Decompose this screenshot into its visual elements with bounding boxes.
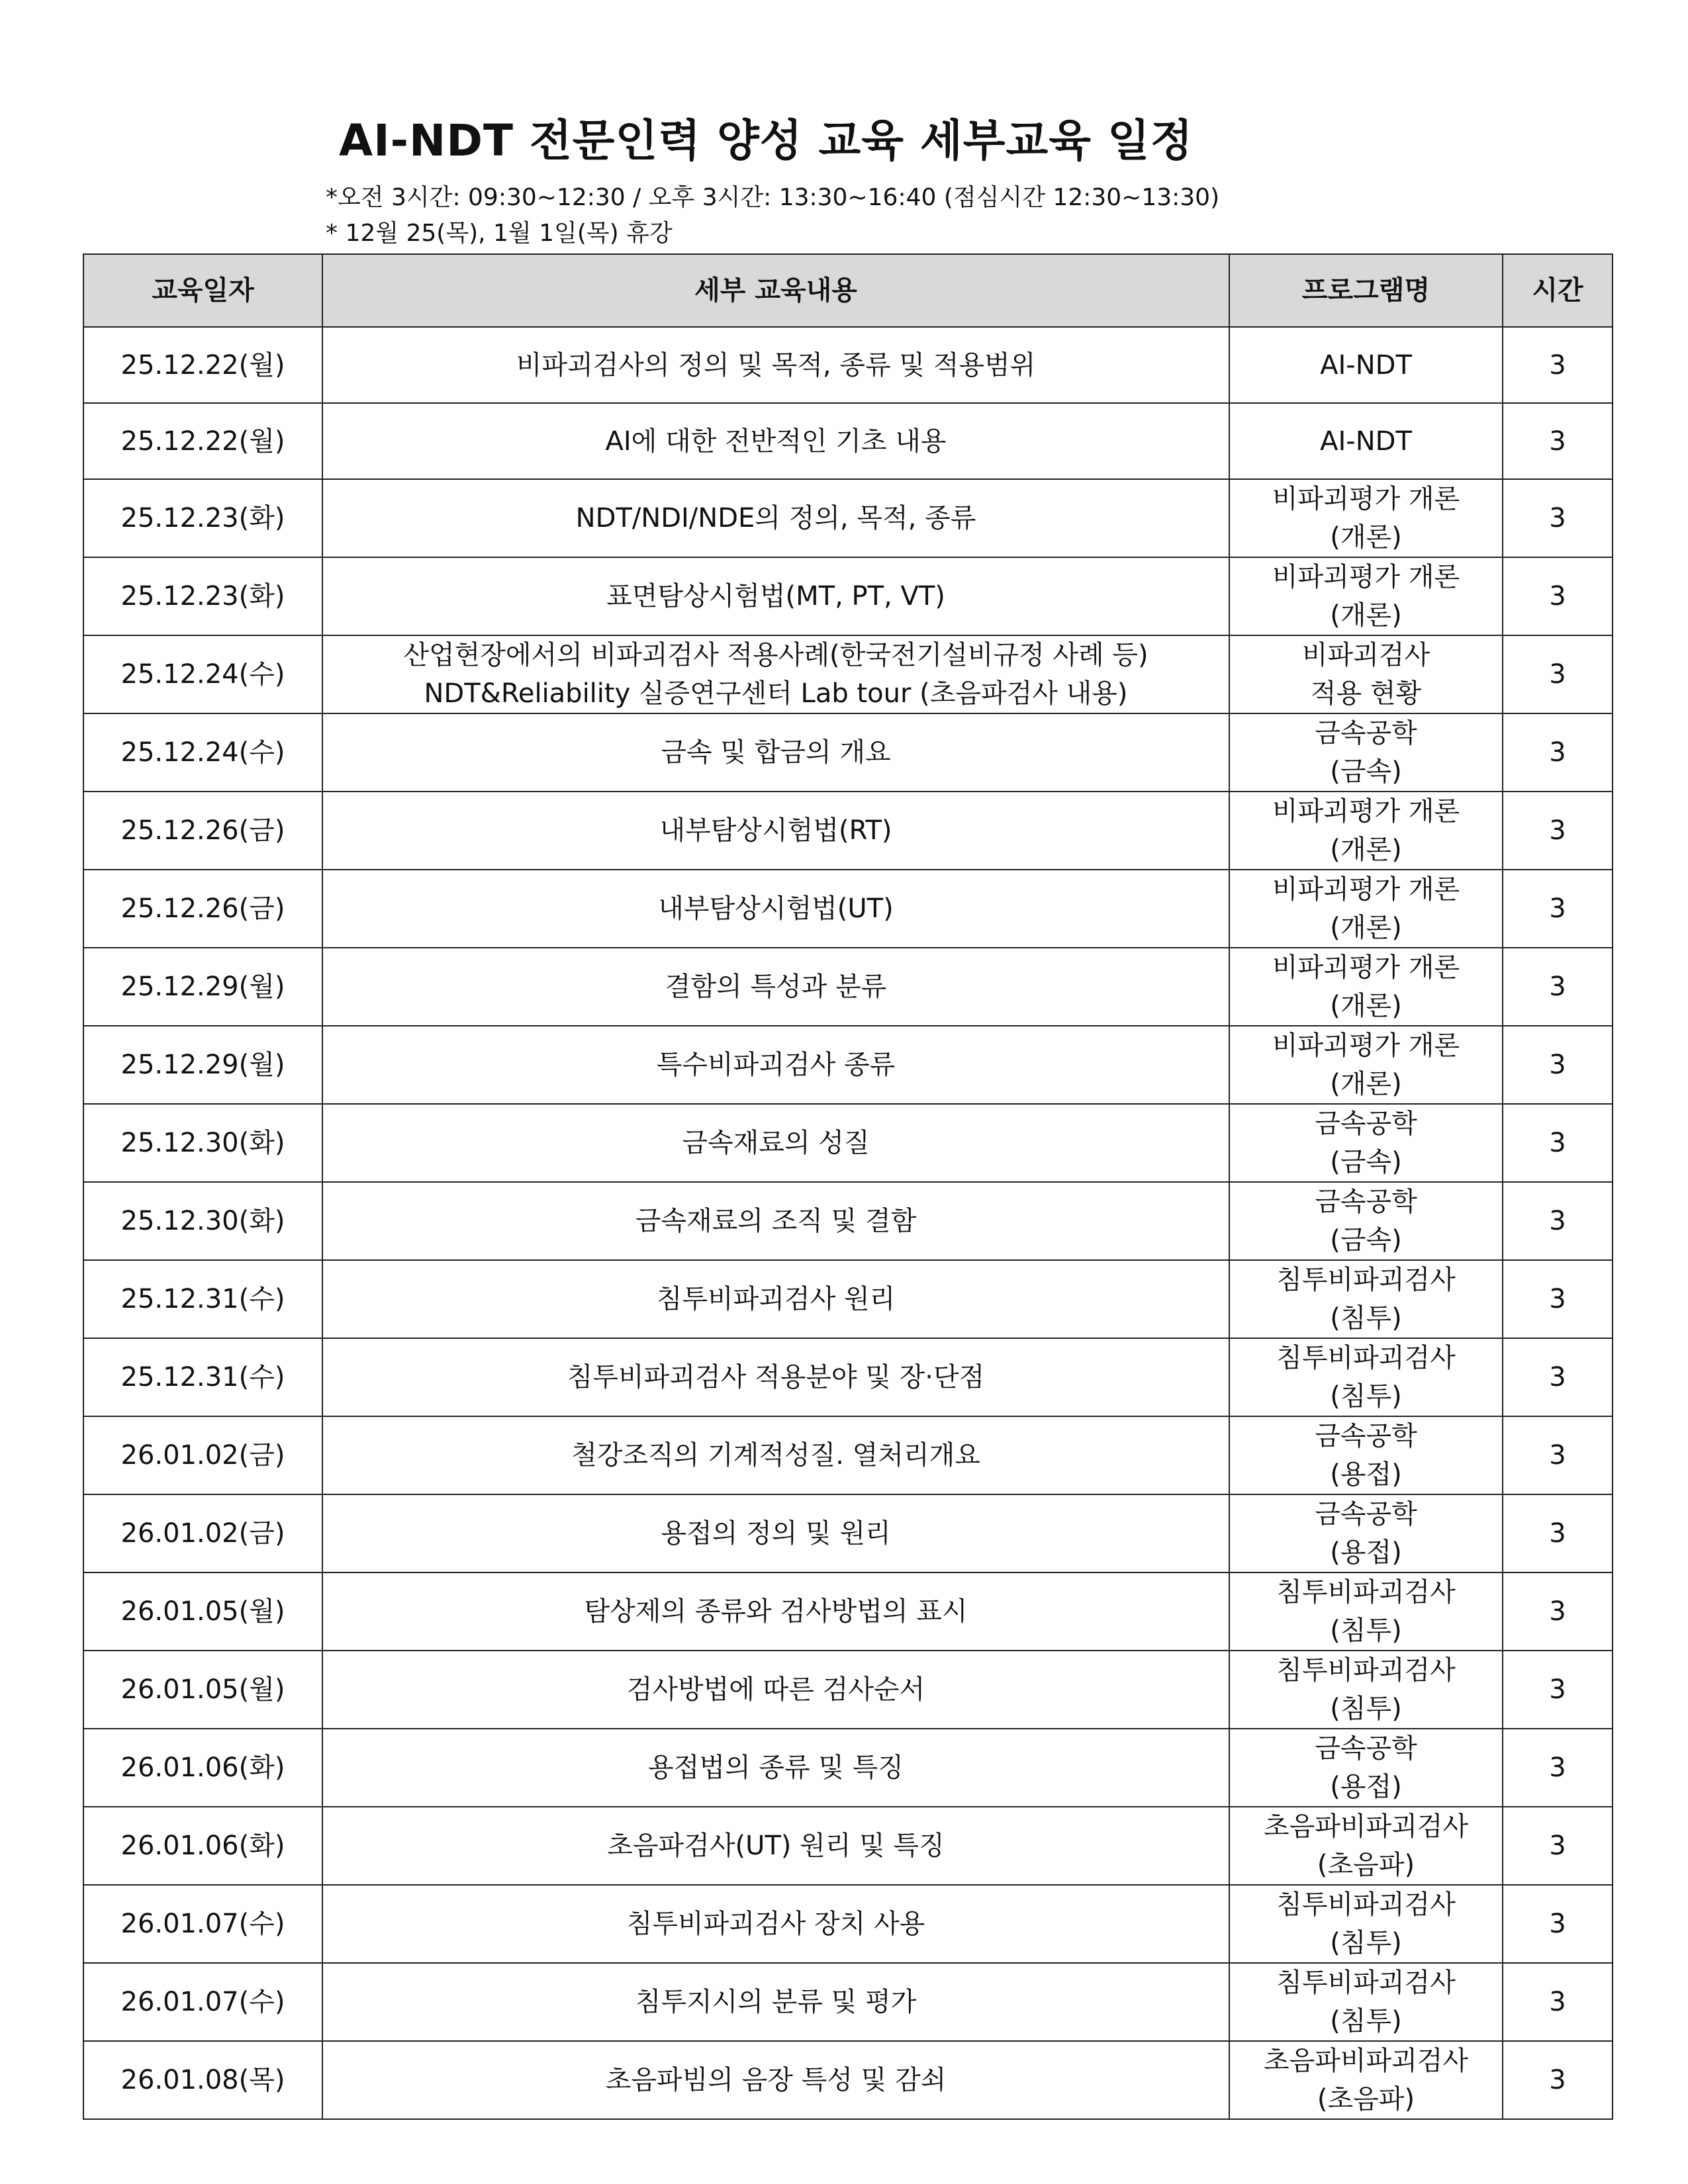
- cell-date: 26.01.06(화): [83, 1807, 322, 1885]
- cell-date: 25.12.26(금): [83, 792, 322, 870]
- program-line: 침투비파괴검사: [1276, 1655, 1456, 1686]
- cell-content: [322, 1260, 1229, 1338]
- program-line: 금속공학: [1315, 1109, 1417, 1139]
- cell-content: [322, 1651, 1229, 1729]
- table-row: [83, 1885, 1613, 1963]
- cell-hours: 3: [1503, 713, 1613, 792]
- program-line: (용접): [1330, 1772, 1402, 1802]
- content-line: 금속재료의 성질: [682, 1128, 870, 1158]
- cell-hours: 3: [1503, 557, 1613, 635]
- cell-content: [322, 403, 1229, 479]
- cell-program: [1229, 1807, 1503, 1885]
- content-line: 내부탐상시험법(UT): [658, 893, 894, 924]
- program-line: 비파괴평가 개론: [1272, 1030, 1460, 1061]
- cell-content: [322, 1572, 1229, 1651]
- cell-hours: 3: [1503, 403, 1613, 479]
- program-line: (침투): [1330, 1928, 1402, 1958]
- program-line: (침투): [1330, 1615, 1402, 1646]
- cell-content: [322, 1494, 1229, 1572]
- cell-hours: 3: [1503, 948, 1613, 1026]
- program-line: (침투): [1330, 2006, 1402, 2036]
- cell-content: [322, 1338, 1229, 1416]
- cell-program: [1229, 1963, 1503, 2041]
- cell-program: [1229, 1885, 1503, 1963]
- table-row: [83, 479, 1613, 557]
- program-line: 침투비파괴검사: [1276, 1265, 1456, 1295]
- cell-hours: 3: [1503, 1963, 1613, 2041]
- content-line: 침투비파괴검사 적용분야 및 장·단점: [567, 1362, 985, 1392]
- program-line: 비파괴평가 개론: [1272, 484, 1460, 514]
- program-line: 침투비파괴검사: [1276, 1889, 1456, 1920]
- cell-hours: 3: [1503, 1572, 1613, 1651]
- cell-date: 25.12.29(월): [83, 948, 322, 1026]
- table-row: [83, 1182, 1613, 1260]
- cell-hours: 3: [1503, 1494, 1613, 1572]
- cell-date: 25.12.29(월): [83, 1026, 322, 1104]
- cell-program: [1229, 2041, 1503, 2119]
- table-row: [83, 2041, 1613, 2119]
- program-line: (금속): [1330, 1147, 1402, 1177]
- content-line: NDT/NDI/NDE의 정의, 목적, 종류: [575, 503, 976, 533]
- program-line: 초음파비파괴검사: [1263, 2046, 1469, 2076]
- cell-program: [1229, 792, 1503, 870]
- program-line: (개론): [1330, 835, 1402, 865]
- program-line: (개론): [1330, 600, 1402, 631]
- cell-content: [322, 1416, 1229, 1494]
- cell-date: 25.12.30(화): [83, 1182, 322, 1260]
- content-line: 내부탐상시험법(RT): [659, 815, 892, 846]
- cell-hours: 3: [1503, 1729, 1613, 1807]
- cell-hours: 3: [1503, 1651, 1613, 1729]
- table-row: [83, 1416, 1613, 1494]
- program-line: 금속공학: [1315, 718, 1417, 749]
- program-line: 비파괴평가 개론: [1272, 874, 1460, 905]
- cell-content: [322, 713, 1229, 792]
- cell-program: [1229, 948, 1503, 1026]
- cell-content: [322, 792, 1229, 870]
- table-row: [83, 1572, 1613, 1651]
- content-line: 철강조직의 기계적성질. 열처리개요: [571, 1440, 980, 1471]
- program-line: 초음파비파괴검사: [1263, 1811, 1469, 1842]
- cell-date: 25.12.24(수): [83, 713, 322, 792]
- cell-program: [1229, 403, 1503, 479]
- cell-content: [322, 1807, 1229, 1885]
- cell-date: 25.12.31(수): [83, 1260, 322, 1338]
- table-row: [83, 1963, 1613, 2041]
- table-row: [83, 1026, 1613, 1104]
- cell-program: [1229, 1026, 1503, 1104]
- cell-date: 26.01.02(금): [83, 1416, 322, 1494]
- program-line: 적용 현황: [1310, 678, 1422, 709]
- program-line: (개론): [1330, 1069, 1402, 1099]
- program-line: (용접): [1330, 1459, 1402, 1490]
- content-line: 비파괴검사의 정의 및 목적, 종류 및 적용범위: [516, 349, 1036, 381]
- content-line: 금속재료의 조직 및 결함: [635, 1206, 917, 1236]
- cell-content: [322, 479, 1229, 557]
- program-line: (개론): [1330, 913, 1402, 943]
- table-row: [83, 403, 1613, 479]
- program-line: 금속공학: [1315, 1733, 1417, 1764]
- cell-content: [322, 1104, 1229, 1182]
- content-line: 용접의 정의 및 원리: [661, 1518, 891, 1549]
- content-line: 탐상제의 종류와 검사방법의 표시: [584, 1596, 968, 1627]
- program-line: 금속공학: [1315, 1499, 1417, 1529]
- program-line: (금속): [1330, 756, 1402, 787]
- program-line: (침투): [1330, 1694, 1402, 1724]
- table-row: [83, 1494, 1613, 1572]
- cell-content: [322, 2041, 1229, 2119]
- schedule-body: [83, 327, 1613, 2119]
- cell-hours: 3: [1503, 1182, 1613, 1260]
- cell-hours: 3: [1503, 2041, 1613, 2119]
- program-line: 금속공학: [1315, 1421, 1417, 1451]
- program-line: 비파괴평가 개론: [1272, 796, 1460, 827]
- cell-date: 25.12.30(화): [83, 1104, 322, 1182]
- table-row: [83, 1260, 1613, 1338]
- cell-hours: 3: [1503, 1338, 1613, 1416]
- cell-program: [1229, 635, 1503, 713]
- cell-content: [322, 1885, 1229, 1963]
- cell-date: 25.12.23(화): [83, 479, 322, 557]
- cell-hours: 3: [1503, 1416, 1613, 1494]
- cell-hours: 3: [1503, 635, 1613, 713]
- content-line: 초음파검사(UT) 원리 및 특징: [607, 1831, 945, 1861]
- program-line: (초음파): [1317, 2084, 1415, 2115]
- cell-date: 26.01.08(목): [83, 2041, 322, 2119]
- cell-content: [322, 1963, 1229, 2041]
- cell-hours: 3: [1503, 1260, 1613, 1338]
- program-line: 침투비파괴검사: [1276, 1968, 1456, 1998]
- program-line: (침투): [1330, 1303, 1402, 1334]
- content-line: 결함의 특성과 분류: [665, 972, 887, 1002]
- content-line: 초음파빔의 음장 특성 및 감쇠: [605, 2065, 947, 2095]
- content-line: 용접법의 종류 및 특징: [648, 1752, 904, 1783]
- program-line: AI-NDT: [1320, 349, 1412, 381]
- cell-content: [322, 870, 1229, 948]
- cell-hours: 3: [1503, 870, 1613, 948]
- cell-hours: 3: [1503, 1026, 1613, 1104]
- cell-program: [1229, 713, 1503, 792]
- cell-hours: 3: [1503, 479, 1613, 557]
- cell-date: 25.12.31(수): [83, 1338, 322, 1416]
- content-line: 표면탐상시험법(MT, PT, VT): [606, 581, 945, 612]
- cell-date: 25.12.26(금): [83, 870, 322, 948]
- program-line: AI-NDT: [1320, 426, 1412, 457]
- table-row: [83, 557, 1613, 635]
- header-content: 세부 교육내용: [322, 254, 1229, 327]
- content-line: AI에 대한 전반적인 기초 내용: [605, 426, 947, 457]
- table-row: [83, 327, 1613, 403]
- cell-hours: 3: [1503, 792, 1613, 870]
- table-row: [83, 1807, 1613, 1885]
- cell-content: [322, 557, 1229, 635]
- cell-content: [322, 948, 1229, 1026]
- program-line: 비파괴평가 개론: [1272, 952, 1460, 983]
- cell-content: [322, 327, 1229, 403]
- table-row: [83, 792, 1613, 870]
- cell-date: 25.12.24(수): [83, 635, 322, 713]
- program-line: (개론): [1330, 991, 1402, 1021]
- content-line: 금속 및 합금의 개요: [661, 737, 891, 768]
- cell-hours: 3: [1503, 1807, 1613, 1885]
- cell-program: [1229, 1651, 1503, 1729]
- program-line: (용접): [1330, 1537, 1402, 1568]
- cell-content: [322, 1729, 1229, 1807]
- header-date: 교육일자: [83, 254, 322, 327]
- cell-date: 25.12.23(화): [83, 557, 322, 635]
- cell-date: 26.01.05(월): [83, 1572, 322, 1651]
- header-program: 프로그램명: [1229, 254, 1503, 327]
- program-line: (개론): [1330, 522, 1402, 553]
- header-hours: 시간: [1503, 254, 1613, 327]
- cell-program: [1229, 1260, 1503, 1338]
- program-line: (금속): [1330, 1225, 1402, 1255]
- cell-program: [1229, 1182, 1503, 1260]
- table-row: [83, 1104, 1613, 1182]
- content-line: 침투지시의 분류 및 평가: [635, 1987, 917, 2017]
- content-line: 검사방법에 따른 검사순서: [626, 1674, 925, 1705]
- cell-program: [1229, 1338, 1503, 1416]
- page-title: AI-NDT 전문인력 양성 교육 세부교육 일정: [339, 115, 1194, 166]
- schedule-table: [83, 253, 1613, 2120]
- table-row: [83, 870, 1613, 948]
- cell-content: [322, 1182, 1229, 1260]
- program-line: (초음파): [1317, 1850, 1415, 1880]
- cell-date: 26.01.05(월): [83, 1651, 322, 1729]
- cell-content: [322, 1026, 1229, 1104]
- content-line: NDT&Reliability 실증연구센터 Lab tour (초음파검사 내용): [424, 678, 1128, 709]
- cell-date: 26.01.07(수): [83, 1963, 322, 2041]
- cell-program: [1229, 557, 1503, 635]
- program-line: (침투): [1330, 1381, 1402, 1412]
- program-line: 침투비파괴검사: [1276, 1343, 1456, 1373]
- table-row: [83, 713, 1613, 792]
- content-line: 침투비파괴검사 장치 사용: [626, 1909, 925, 1939]
- cell-hours: 3: [1503, 327, 1613, 403]
- cell-program: [1229, 1572, 1503, 1651]
- cell-program: [1229, 870, 1503, 948]
- cell-date: 26.01.06(화): [83, 1729, 322, 1807]
- cell-program: [1229, 1104, 1503, 1182]
- cell-program: [1229, 327, 1503, 403]
- table-row: [83, 1729, 1613, 1807]
- cell-program: [1229, 479, 1503, 557]
- program-line: 침투비파괴검사: [1276, 1577, 1456, 1608]
- time-note: *오전 3시간: 09:30~12:30 / 오후 3시간: 13:30~16:40 (점심시간 12:30~13:30): [326, 184, 1220, 211]
- content-line: 산업현장에서의 비파괴검사 적용사례(한국전기설비규정 사례 등): [403, 640, 1149, 670]
- program-line: 비파괴검사: [1301, 640, 1430, 670]
- program-line: 비파괴평가 개론: [1272, 562, 1460, 592]
- table-header-row: [83, 254, 1613, 327]
- cell-date: 25.12.22(월): [83, 327, 322, 403]
- cell-date: 26.01.07(수): [83, 1885, 322, 1963]
- content-line: 침투비파괴검사 원리: [656, 1284, 896, 1314]
- program-line: 금속공학: [1315, 1187, 1417, 1217]
- cell-content: [322, 635, 1229, 713]
- table-row: [83, 1651, 1613, 1729]
- table-row: [83, 635, 1613, 713]
- table-row: [83, 948, 1613, 1026]
- cell-program: [1229, 1494, 1503, 1572]
- cell-hours: 3: [1503, 1104, 1613, 1182]
- holiday-note: * 12월 25(목), 1월 1일(목) 휴강: [326, 220, 673, 247]
- cell-date: 25.12.22(월): [83, 403, 322, 479]
- cell-hours: 3: [1503, 1885, 1613, 1963]
- cell-program: [1229, 1729, 1503, 1807]
- content-line: 특수비파괴검사 종류: [656, 1050, 896, 1080]
- table-row: [83, 1338, 1613, 1416]
- cell-date: 26.01.02(금): [83, 1494, 322, 1572]
- cell-program: [1229, 1416, 1503, 1494]
